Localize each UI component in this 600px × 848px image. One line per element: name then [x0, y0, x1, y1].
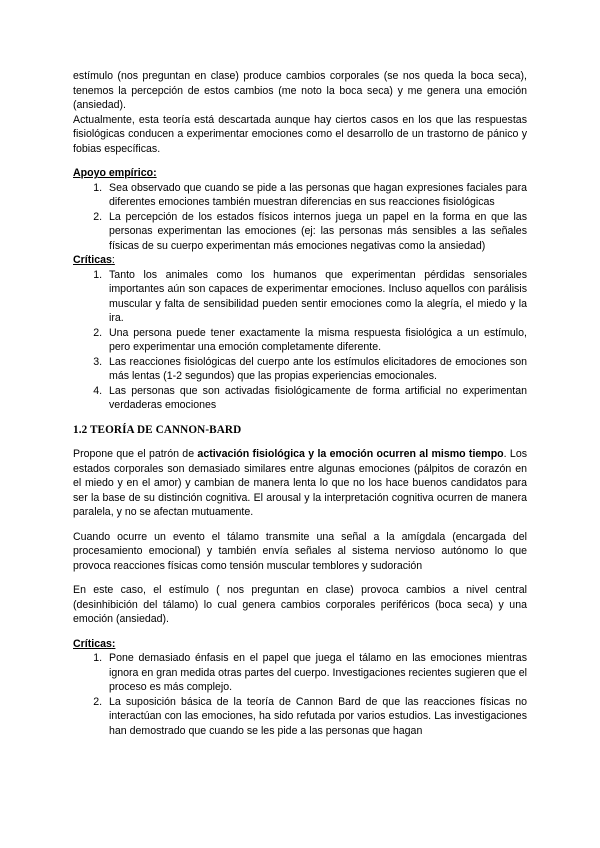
criticas2-item-1: 1. Pone demasiado énfasis en el papel que juega el tálamo en las emociones mientras ignora en gran medida otras partes del cuerpo. Investigaciones recientes sugieren que el proceso es más complejo.	[105, 651, 527, 695]
criticas1-item-2: 2. Una persona puede tener exactamente la misma respuesta fisiológica a un estímulo, pero experimentar una emoción completamente diferente.	[105, 326, 527, 355]
apoyo-heading-text: Apoyo empírico	[73, 167, 154, 179]
criticas-heading-2	[73, 637, 527, 652]
criticas-list-2	[73, 651, 527, 738]
cannon-p1-bold: activación fisiológica y la emoción ocurren al mismo tiempo	[197, 448, 504, 460]
apoyo-heading	[73, 166, 527, 181]
criticas-heading-1-text: Críticas	[73, 254, 112, 266]
apoyo-heading-colon: :	[153, 167, 157, 179]
cannon-p1-post: . Los estados corporales son demasiado similares entre algunas emociones (pálpitos de corazón en el miedo y en el amor) y cambian de manera lenta lo que no los hace buenos candidatos para ser la base de su distinción cognitiva. El arousal y la interpretación cognitiva ocurren de manera paralela, y no se afectan mutuamente.	[73, 448, 528, 518]
criticas-heading-2-text: Críticas	[73, 637, 112, 650]
intro-paragraph-1: estímulo (nos preguntan en clase) produce cambios corporales (se nos queda la boca seca), tenemos la percepción de estos cambios (me noto la boca seca) y me genera una emoción (ansiedad).	[73, 70, 527, 111]
apoyo-item-1: 1. Sea observado que cuando se pide a las personas que hagan expresiones faciales para diferentes emociones también muestran diferencias en sus reacciones fisiológicas	[105, 181, 527, 210]
criticas1-item-3: 3. Las reacciones fisiológicas del cuerpo ante los estímulos elicitadores de emociones son más lentas (1-2 segundos) que las propias experiencias emocionales.	[105, 355, 527, 384]
cannon-paragraph-2: Cuando ocurre un evento el tálamo transmite una señal a la amígdala (encargada del procesamiento emocional) y también envía señales al sistema nervioso autónomo lo que provoca reacciones físicas como tensión muscular temblores y sudoración	[73, 530, 527, 572]
criticas-list-1	[73, 268, 527, 413]
intro-paragraph-2: Actualmente, esta teoría está descartada aunque hay ciertos casos en los que las respuestas fisiológicas conducen a experimentar emociones como el desarrollo de un trastorno de pánico y fobias específicas.	[73, 113, 527, 155]
criticas-heading-1	[73, 253, 527, 268]
section-title-cannon-bard: 1.2 TEORÍA DE CANNON-BARD	[73, 423, 242, 436]
document-page	[73, 69, 527, 738]
cannon-p1-pre: Propone que el patrón de	[73, 448, 198, 460]
apoyo-list	[73, 181, 527, 254]
cannon-paragraph-3: En este caso, el estímulo ( nos preguntan en clase) provoca cambios a nivel central (desinhibición del tálamo) lo cual genera cambios corporales periféricos (boca seca) y una emoción (ansiedad).	[73, 584, 527, 625]
criticas1-item-4: 4. Las personas que son activadas fisiológicamente de forma artificial no experimentan verdaderas emociones	[105, 384, 527, 413]
criticas-heading-2-colon: :	[111, 637, 116, 650]
apoyo-item-2: 2. La percepción de los estados físicos internos juega un papel en la forma en que las personas experimentan las emociones (ej: las personas más sensibles a las señales físicas de su cuerpo experimentan más emociones negativas como la ansiedad)	[105, 210, 527, 254]
criticas-heading-1-colon: :	[111, 254, 115, 266]
criticas1-item-1: 1. Tanto los animales como los humanos que experimentan pérdidas sensoriales importantes aún son capaces de experimentar emociones. Incluso aquellos con parálisis muscular y falta de sensibilidad pueden sentir emociones como la alegría, el miedo y la ira.	[105, 268, 527, 326]
criticas2-item-2: 2. La suposición básica de la teoría de Cannon Bard de que las reacciones físicas no interactúan con las emociones, ha sido refutada por varios estudios. Las investigaciones han demostrado que cuando se les pide a las personas que hagan	[105, 695, 527, 739]
cannon-paragraph-1	[73, 447, 527, 520]
